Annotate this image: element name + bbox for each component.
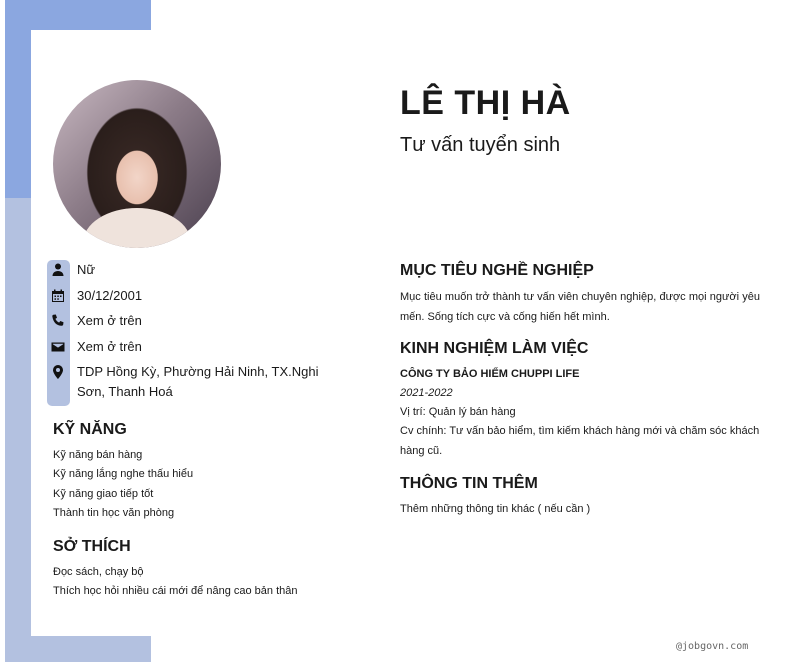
skill-item: Kỹ năng lắng nghe thấu hiểu [53, 468, 194, 480]
job-title: Tư vấn tuyển sinh [400, 134, 561, 156]
hobbies-heading: SỞ THÍCH [53, 538, 131, 555]
hobby-item: Thích học hỏi nhiều cái mới để nâng cao bản thân [53, 585, 298, 597]
candidate-name: LÊ THỊ HÀ [400, 84, 571, 122]
profile-photo [53, 80, 221, 248]
mail-icon [50, 339, 66, 355]
work-period: 2021-2022 [400, 387, 453, 399]
objective-heading: MỤC TIÊU NGHỀ NGHIỆP [400, 262, 594, 279]
company-name: CÔNG TY BẢO HIỂM CHUPPI LIFE [400, 368, 580, 380]
gender-value: Nữ [77, 262, 96, 277]
birthday-value: 30/12/2001 [77, 288, 143, 303]
skills-heading: KỸ NĂNG [53, 421, 127, 438]
phone-value: Xem ở trên [77, 313, 142, 328]
person-icon [50, 262, 66, 278]
email-value: Xem ở trên [77, 339, 142, 354]
work-duties: Cv chính: Tư vấn bảo hiểm, tìm kiếm khách hàng mới và chăm sóc khách hàng cũ. [400, 425, 760, 457]
address-value: TDP Hồng Kỳ, Phường Hải Ninh, TX.Nghi Sơn, Thanh Hoá [77, 364, 319, 399]
skill-item: Kỹ năng bán hàng [53, 449, 143, 461]
skill-item: Kỹ năng giao tiếp tốt [53, 488, 154, 500]
contact-icon-bar [47, 260, 70, 406]
location-pin-icon [50, 364, 66, 380]
calendar-icon [50, 288, 66, 304]
work-position: Vị trí: Quản lý bán hàng [400, 406, 516, 418]
experience-heading: KINH NGHIỆM LÀM VIỆC [400, 340, 589, 357]
phone-icon [50, 313, 66, 329]
hobby-item: Đọc sách, chạy bộ [53, 566, 144, 578]
objective-text: Mục tiêu muốn trở thành tư vấn viên chuyên nghiệp, được mọi người yêu mến. Sống tích cực và cống hiến hết mình. [400, 291, 760, 323]
watermark: @jobgovn.com [676, 641, 749, 652]
extra-info-heading: THÔNG TIN THÊM [400, 475, 538, 492]
skill-item: Thành tin học văn phòng [53, 507, 175, 519]
extra-info-text: Thêm những thông tin khác ( nếu cần ) [400, 503, 591, 515]
